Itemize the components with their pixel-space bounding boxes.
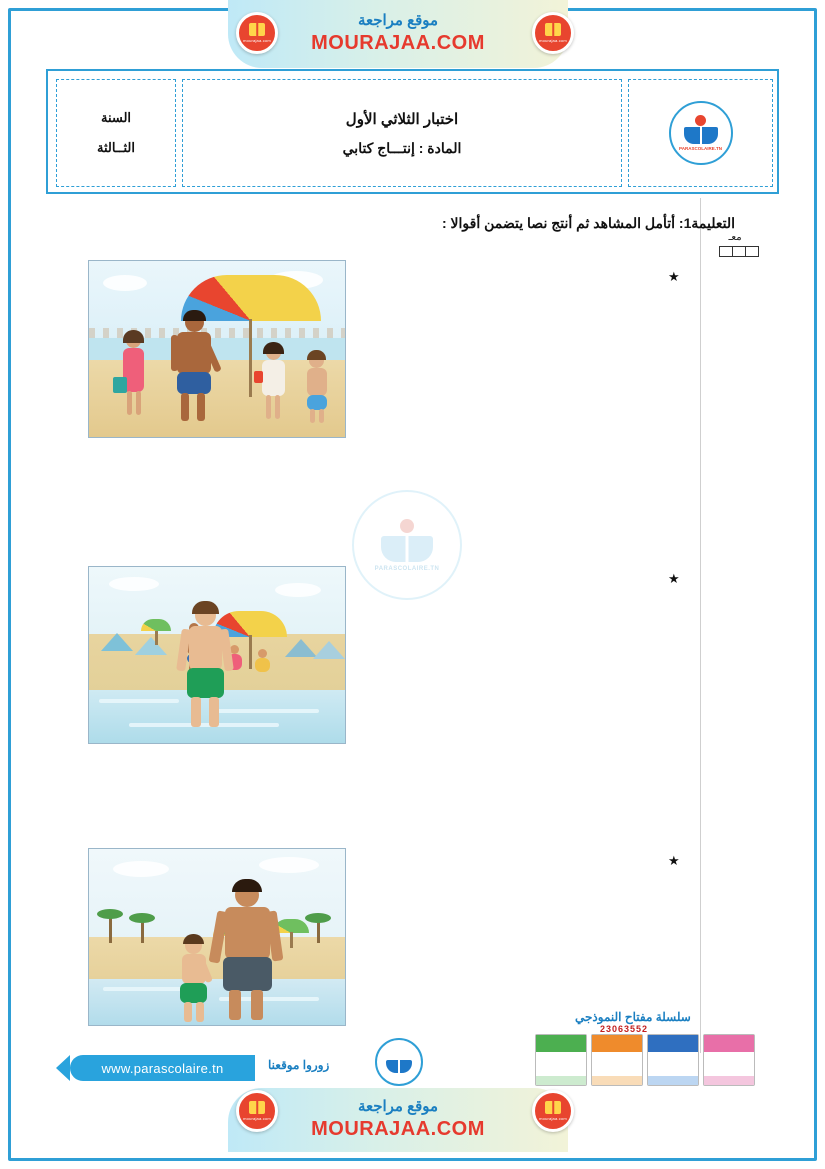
dress — [262, 360, 285, 396]
leg — [229, 990, 241, 1020]
swim-shorts — [177, 372, 211, 394]
flag-dot-icon — [400, 519, 414, 533]
badge-book-glyph — [545, 1101, 561, 1114]
open-book-icon — [386, 1060, 412, 1073]
banner-title: موقع مراجعة — [357, 12, 439, 30]
parascolaire-logo-icon — [669, 101, 733, 165]
header-year-cell — [56, 79, 176, 187]
leg — [251, 990, 263, 1020]
open-book-icon — [684, 127, 718, 144]
person-mother — [117, 333, 151, 417]
instruction-text: : أتأمل المشاهد ثم أنتج نصا يتضمن أقوالا : — [442, 215, 684, 231]
swim-shorts — [307, 395, 327, 410]
visit-us-text: زوروا موقعنا — [268, 1058, 330, 1072]
hair — [263, 342, 284, 354]
umbrella-pole — [290, 932, 293, 948]
flag-dot-icon — [395, 1051, 404, 1060]
site-url-pill[interactable] — [70, 1055, 255, 1081]
watermark-caption: PARASCOLAIRE.TN — [374, 565, 440, 572]
logo-caption: PARASCOLAIRE.TN — [679, 146, 722, 151]
banner-title: موقع مراجعة — [357, 1098, 439, 1116]
leg — [184, 1002, 192, 1022]
beach-bag-icon — [113, 377, 127, 393]
scene-image-2 — [88, 566, 346, 744]
tent-icon — [313, 641, 345, 659]
badge-book-glyph — [249, 1101, 265, 1114]
wave — [99, 699, 179, 703]
leg — [319, 409, 324, 423]
leg — [191, 697, 201, 727]
person-sitting — [253, 649, 273, 673]
mourajaa-badge-icon — [236, 1090, 278, 1132]
scene-image-3 — [88, 848, 346, 1026]
year-value: الثــالثة — [97, 140, 135, 155]
person-father — [167, 313, 223, 423]
year-label: السنة — [100, 110, 132, 125]
badge-book-glyph — [249, 23, 265, 36]
mourajaa-badge-icon — [532, 1090, 574, 1132]
juice-icon — [254, 371, 263, 383]
person-son — [173, 937, 213, 1023]
site-url-text: www.parascolaire.tn — [101, 1060, 224, 1076]
book-thumbnail — [647, 1034, 699, 1086]
tent-icon — [135, 637, 167, 655]
header-title-cell — [182, 79, 622, 187]
leg — [181, 393, 189, 421]
torso — [189, 626, 222, 670]
leg — [266, 395, 271, 419]
cloud — [113, 861, 169, 877]
palm-leaves — [129, 913, 155, 923]
badge-book-glyph — [545, 23, 561, 36]
swim-shorts — [180, 983, 207, 1003]
banner-url: MOURAJAA.COM — [311, 1117, 485, 1140]
arm — [171, 335, 178, 371]
cloud — [275, 583, 321, 597]
swim-shorts — [223, 957, 272, 991]
watermark-logo — [352, 490, 462, 600]
header-logo-cell — [628, 79, 773, 187]
instruction-line — [442, 215, 735, 232]
bullet-star-2: ★ — [668, 571, 680, 586]
palm-leaves — [305, 913, 331, 923]
margin-divider — [700, 198, 701, 1053]
book-thumbnail — [535, 1034, 587, 1086]
book-thumbnail — [703, 1034, 755, 1086]
person-boy — [301, 353, 333, 423]
badge-caption: mourajaa.com — [243, 38, 271, 43]
score-cell[interactable] — [732, 246, 746, 257]
person-father — [209, 883, 283, 1023]
leg — [127, 391, 132, 415]
umbrella-pole — [249, 319, 252, 397]
torso — [255, 658, 270, 672]
person-girl — [257, 345, 291, 421]
hair — [123, 330, 144, 343]
head — [258, 649, 267, 658]
mourajaa-badge-icon — [532, 12, 574, 54]
leg — [275, 395, 280, 419]
small-umbrella-icon — [141, 619, 171, 631]
hair — [307, 350, 326, 360]
scene-image-1 — [88, 260, 346, 438]
leg — [310, 409, 315, 423]
book-thumbnails — [520, 1034, 755, 1086]
score-box — [711, 232, 759, 270]
bullet-star-1: ★ — [668, 269, 680, 284]
score-cell[interactable] — [745, 246, 759, 257]
flag-dot-icon — [695, 115, 706, 126]
badge-caption: mourajaa.com — [539, 38, 567, 43]
swim-shorts — [187, 668, 224, 698]
badge-caption: mourajaa.com — [539, 1116, 567, 1121]
series-title: سلسلة مفتاح النموذجي — [575, 1010, 691, 1024]
book-thumbnail — [591, 1034, 643, 1086]
instruction-number: 1 — [683, 215, 692, 231]
cloud — [259, 857, 319, 873]
tent-icon — [101, 633, 133, 651]
score-cell[interactable] — [719, 246, 733, 257]
banner-url: MOURAJAA.COM — [311, 31, 485, 54]
torso — [307, 368, 327, 396]
exam-subject: المادة : إنتـــاج كتابي — [342, 139, 462, 156]
umbrella-pole — [249, 635, 252, 669]
leg — [196, 1002, 204, 1022]
series-code: 23063552 — [600, 1024, 649, 1034]
score-cells — [711, 246, 759, 257]
person-boy-main — [173, 605, 237, 733]
cloud — [103, 275, 147, 291]
leg — [136, 391, 141, 415]
badge-caption: mourajaa.com — [243, 1116, 271, 1121]
hair — [183, 310, 206, 321]
leg — [209, 697, 219, 727]
bottom-banner — [228, 1088, 568, 1152]
umbrella-pole — [155, 631, 158, 645]
exam-header — [46, 69, 779, 194]
top-banner — [228, 0, 568, 68]
palm-leaves — [97, 909, 123, 919]
bullet-star-3: ★ — [668, 853, 680, 868]
score-label: معـ — [728, 232, 742, 243]
mourajaa-badge-icon — [236, 12, 278, 54]
palm-trunk — [109, 915, 112, 943]
exam-title: اختبار الثلاثي الأول — [345, 110, 459, 128]
open-book-icon — [381, 536, 433, 562]
instruction-prefix: التعليمة — [691, 215, 735, 231]
leg — [197, 393, 205, 421]
torso — [225, 907, 270, 959]
cloud — [109, 577, 159, 591]
parascolaire-logo-icon — [375, 1038, 423, 1086]
